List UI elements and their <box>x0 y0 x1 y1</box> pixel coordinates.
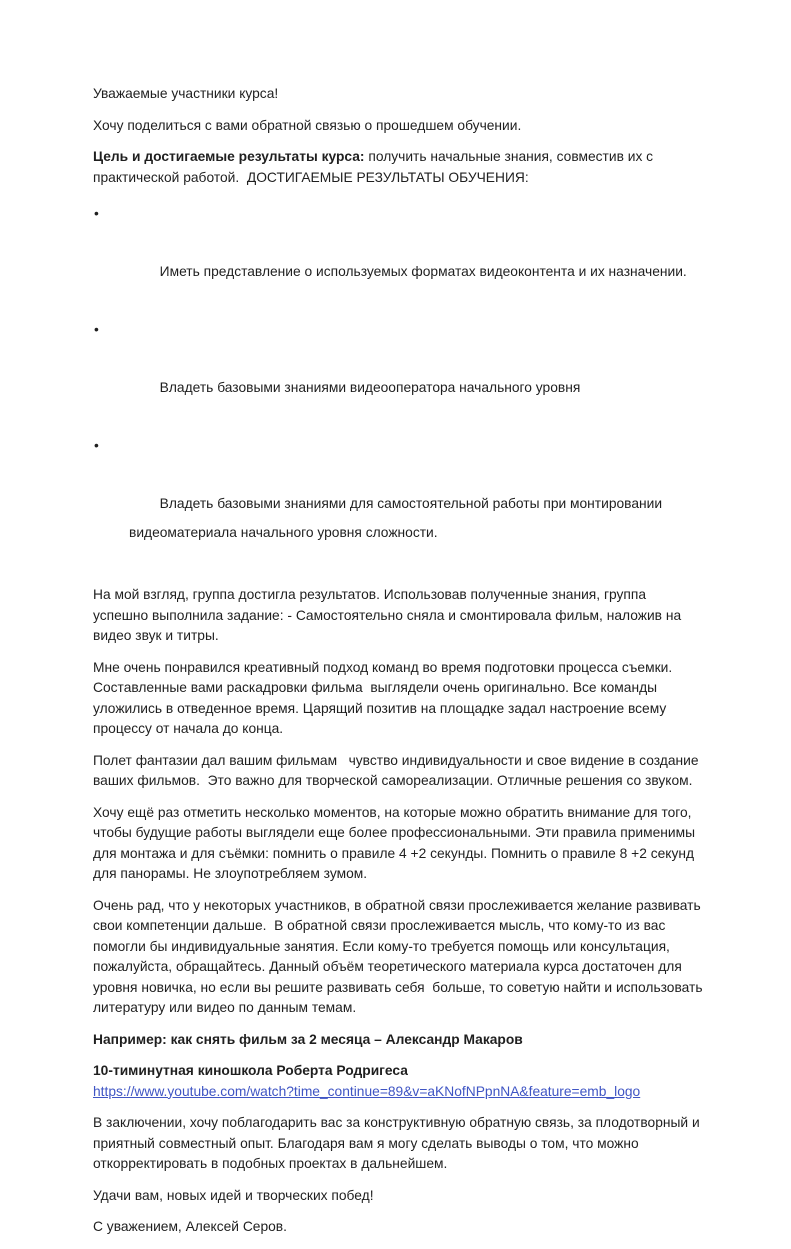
document-content <box>93 84 707 1249</box>
wishes-paragraph: Удачи вам, новых идей и творческих побед! <box>93 1187 374 1203</box>
list-item-text: Иметь представление о используемых форматах видеоконтента и их назначении. <box>159 264 687 279</box>
school-title-bold: 10-тиминутная киношкола Роберта Родригеса <box>93 1063 408 1078</box>
goal-rest-text: получить начальные знания, совместив их с практической работой. ДОСТИГАЕМЫЕ РЕЗУЛЬТАТЫ ОБУЧЕНИЯ: <box>93 149 657 185</box>
bullet-icon: • <box>94 438 99 453</box>
intro-paragraph: Хочу поделиться с вами обратной связью о прошедшем обучении. <box>93 117 522 133</box>
school-paragraph <box>93 1061 703 1102</box>
results-bullet-list <box>93 199 703 576</box>
conclusion-paragraph: В заключении, хочу поблагодарить вас за конструктивную обратную связь, за плодотворный и приятный совместный опыт. Благодаря вам я могу сделать выводы о том, что можно откорректировать в подобных проектах в дальнейшем. <box>93 1115 704 1171</box>
goal-lead-bold: Цель и достигаемые результаты курса: <box>93 149 365 164</box>
goal-paragraph <box>93 147 703 188</box>
list-item <box>93 431 703 576</box>
results-paragraph: На мой взгляд, группа достигла результатов. Использовав полученные знания, группа успешно выполнила задание: - Самостоятельно сняла и смонтировала фильм, наложив на видео звук и титры. <box>93 587 685 643</box>
fantasy-paragraph: Полет фантазии дал вашим фильмам чувство индивидуальности и свое видение в создание ваших фильмов. Это важно для творческой самореализации. Отличные решения со звуком. <box>93 752 703 788</box>
signature-paragraph: С уважением, Алексей Серов. <box>93 1219 287 1234</box>
development-paragraph: Очень рад, что у некоторых участников, в обратной связи прослеживается желание развивать свои компетенции дальше. В обратной связи прослеживается мысль, что кому-то из вас помогли бы индивидуальные занятия. Если кому-то требуется помощь или консультация, пожалуйста, обращайтесь. Данный объём теоретического материала курса достаточен для уровня новичка, но если вы решите развивать себя больше, то советую найти и использовать литературу или видео по данным темам. <box>93 897 707 1015</box>
list-item <box>93 315 703 431</box>
bullet-icon: • <box>94 322 99 337</box>
example-heading: Например: как снять фильм за 2 месяца – Александр Макаров <box>93 1031 523 1047</box>
youtube-link[interactable]: https://www.youtube.com/watch?time_continue=89&v=aKNofNPpnNA&feature=emb_logo <box>93 1083 641 1099</box>
list-item <box>93 199 703 315</box>
creative-paragraph: Мне очень понравился креативный подход команд во время подготовки процесса съемки. Составленные вами раскадровки фильма выглядели очень оригинально. Все команды уложились в отведенное время. Царящий позитив на площадке задал настроение всему процессу от начала до конца. <box>93 659 677 736</box>
rules-paragraph: Хочу ещё раз отметить несколько моментов, на которые можно обратить внимание для того, чтобы будущие работы выглядели еще более профессиональными. Эти правила применимы для монтажа и для съёмки: помнить о правиле 4 +2 секунды. Помнить о правиле 8 +2 секунд для панорамы. Не злоупотребляем зумом. <box>93 804 699 881</box>
greeting-paragraph: Уважаемые участники курса! <box>93 86 279 101</box>
bullet-icon: • <box>94 206 99 221</box>
list-item-text: Владеть базовыми знаниями видеооператора начального уровня <box>159 380 581 395</box>
list-item-text: Владеть базовыми знаниями для самостоятельной работы при монтировании видеоматериала начального уровня сложности. <box>129 496 666 540</box>
